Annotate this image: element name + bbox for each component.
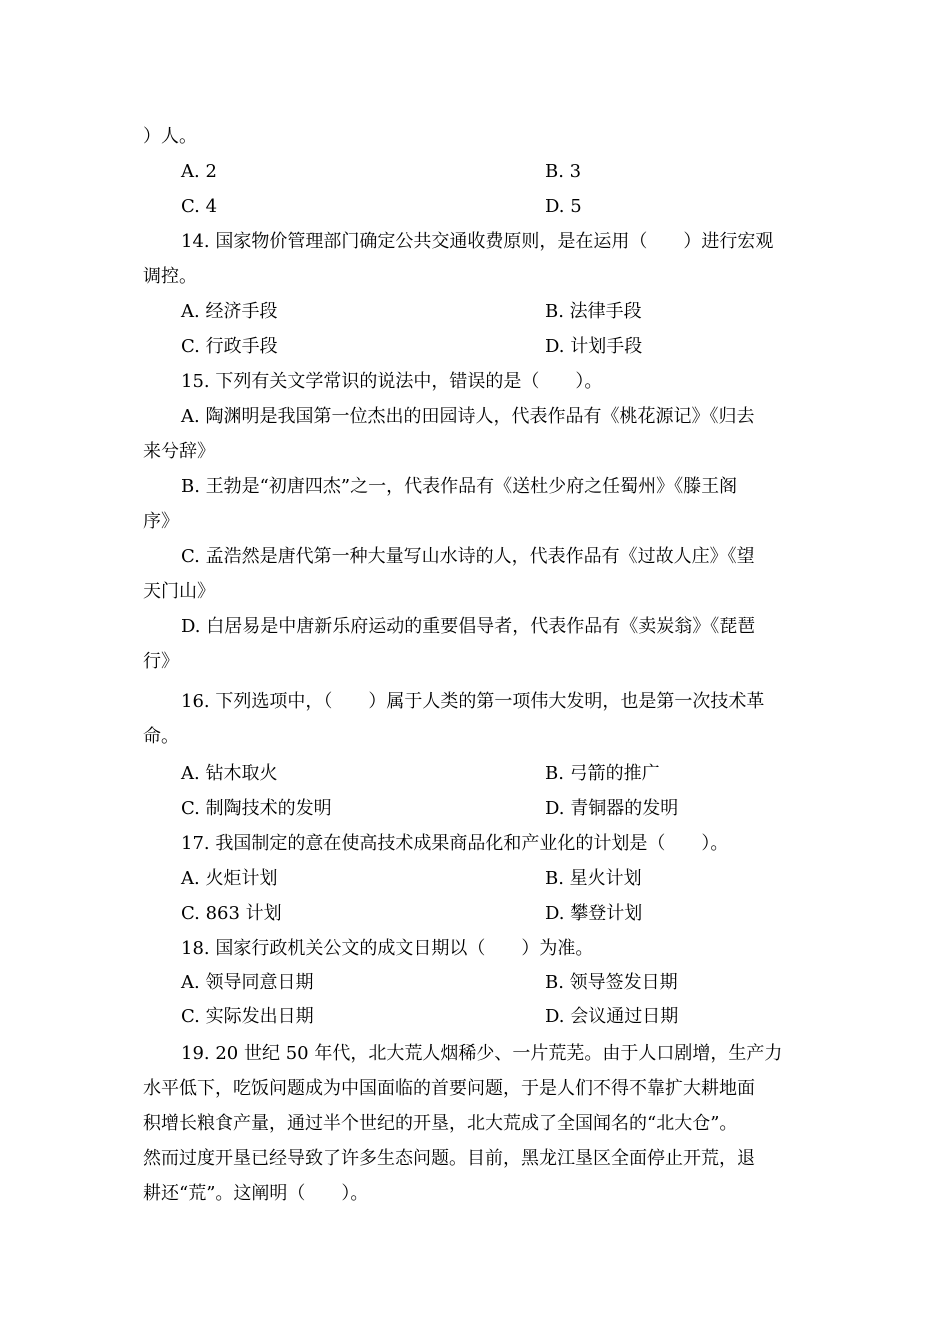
q15-stem: 15. 下列有关文学常识的说法中，错误的是（ ）。: [181, 371, 603, 392]
q17-option-c: C. 863 计划: [181, 903, 282, 924]
q18-stem: 18. 国家行政机关公文的成文日期以（ ）为准。: [181, 938, 594, 959]
q15-option-c-line2: 天门山》: [143, 581, 215, 602]
q18-option-d: D. 会议通过日期: [545, 1006, 679, 1027]
q19-stem-line4: 然而过度开垦已经导致了许多生态问题。目前，黑龙江垦区全面停止开荒，退: [143, 1148, 755, 1169]
q16-option-d: D. 青铜器的发明: [545, 798, 679, 819]
q15-option-c-line1: C. 孟浩然是唐代第一种大量写山水诗的人，代表作品有《过故人庄》《望: [181, 546, 755, 567]
q17-stem: 17. 我国制定的意在使高技术成果商品化和产业化的计划是（ ）。: [181, 833, 729, 854]
q19-stem-line1: 19. 20 世纪 50 年代，北大荒人烟稀少、一片荒芜。由于人口剧增，生产力: [181, 1043, 783, 1064]
q17-option-b: B. 星火计划: [545, 868, 642, 889]
q13-text-tail: ）人。: [143, 126, 197, 147]
q17-option-d: D. 攀登计划: [545, 903, 643, 924]
q14-option-b: B. 法律手段: [545, 301, 642, 322]
q18-option-c: C. 实际发出日期: [181, 1006, 314, 1027]
q15-option-b-line1: B. 王勃是“初唐四杰”之一，代表作品有《送杜少府之任蜀州》《滕王阁: [181, 476, 738, 497]
q16-stem-line1: 16. 下列选项中，（ ）属于人类的第一项伟大发明，也是第一次技术革: [181, 691, 765, 712]
q13-option-a: A. 2: [181, 161, 217, 182]
q16-option-b: B. 弓箭的推广: [545, 763, 660, 784]
q13-option-b: B. 3: [545, 161, 582, 182]
q14-option-d: D. 计划手段: [545, 336, 643, 357]
q14-stem-line2: 调控。: [143, 266, 197, 287]
q18-option-b: B. 领导签发日期: [545, 972, 678, 993]
q18-option-a: A. 领导同意日期: [181, 972, 314, 993]
q19-stem-line5: 耕还“荒”。这阐明（ ）。: [143, 1183, 369, 1204]
q16-option-c: C. 制陶技术的发明: [181, 798, 332, 819]
q19-stem-line3: 积增长粮食产量，通过半个世纪的开垦，北大荒成了全国闻名的“北大仓”。: [143, 1113, 738, 1134]
q15-option-a-line1: A. 陶渊明是我国第一位杰出的田园诗人，代表作品有《桃花源记》《归去: [181, 406, 755, 427]
q14-option-a: A. 经济手段: [181, 301, 278, 322]
q14-stem-line1: 14. 国家物价管理部门确定公共交通收费原则，是在运用（ ）进行宏观: [181, 231, 774, 252]
q15-option-d-line1: D. 白居易是中唐新乐府运动的重要倡导者，代表作品有《卖炭翁》《琵琶: [181, 616, 756, 637]
q13-option-d: D. 5: [545, 196, 582, 217]
q19-stem-line2: 水平低下，吃饭问题成为中国面临的首要问题，于是人们不得不靠扩大耕地面: [143, 1078, 755, 1099]
q16-option-a: A. 钻木取火: [181, 763, 278, 784]
q15-option-a-line2: 来兮辞》: [143, 441, 215, 462]
q15-option-b-line2: 序》: [143, 511, 179, 532]
q16-stem-line2: 命。: [143, 726, 179, 747]
q17-option-a: A. 火炬计划: [181, 868, 278, 889]
q15-option-d-line2: 行》: [143, 651, 179, 672]
q14-option-c: C. 行政手段: [181, 336, 278, 357]
q13-option-c: C. 4: [181, 196, 218, 217]
